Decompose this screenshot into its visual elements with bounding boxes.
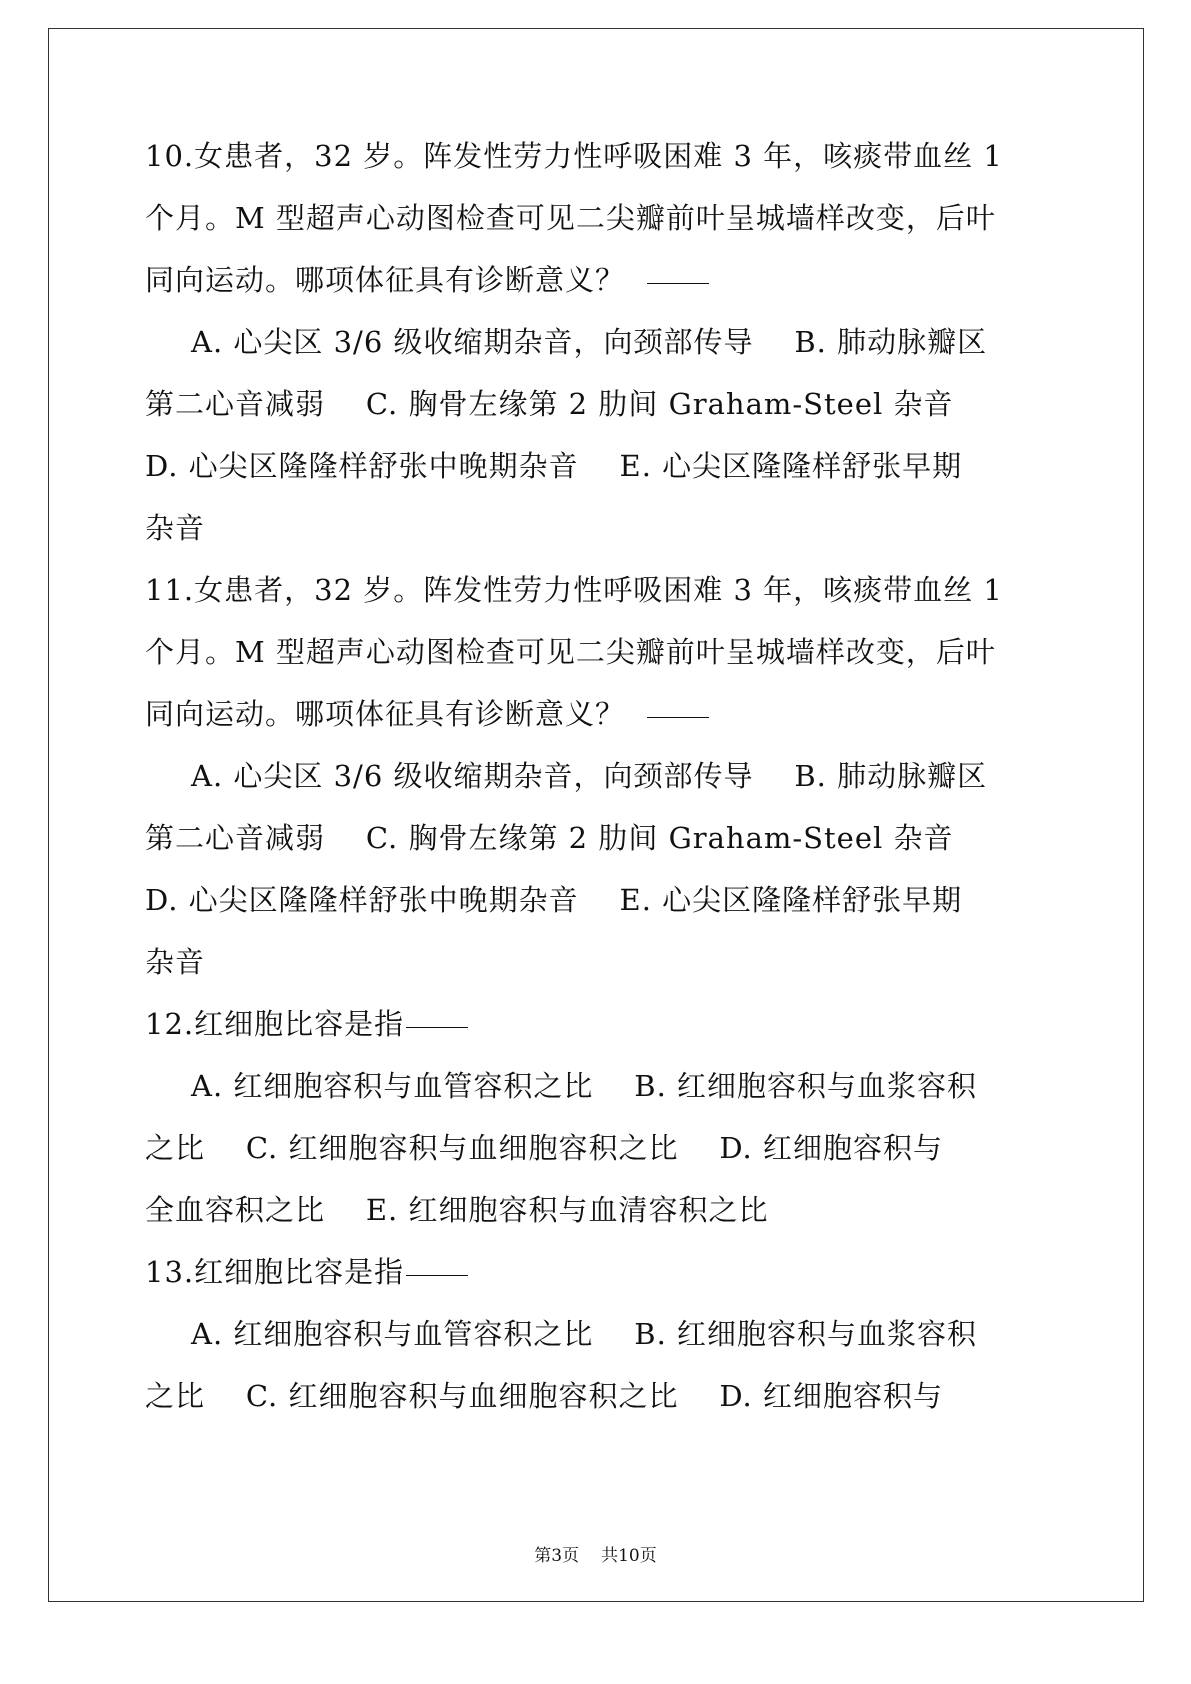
option-line: A. 红细胞容积与血管容积之比 B. 红细胞容积与血浆容积 — [191, 1317, 978, 1351]
answer-blank — [647, 715, 709, 718]
document-body — [145, 125, 1050, 1427]
question-text-line — [145, 993, 1050, 1055]
question-text-line: 个月。M 型超声心动图检查可见二尖瓣前叶呈城墙样改变，后叶 — [145, 635, 996, 669]
option-line: D. 心尖区隆隆样舒张中晚期杂音 E. 心尖区隆隆样舒张早期 — [145, 883, 963, 917]
question-text-line: 10.女患者，32 岁。阵发性劳力性呼吸困难 3 年，咳痰带血丝 1 — [145, 139, 1003, 173]
option-line: 全血容积之比 E. 红细胞容积与血清容积之比 — [145, 1193, 769, 1227]
option-line: 之比 C. 红细胞容积与血细胞容积之比 D. 红细胞容积与 — [145, 1379, 943, 1413]
question-12 — [145, 993, 1050, 1241]
option-line: 杂音 — [145, 945, 206, 979]
question-11 — [145, 559, 1050, 993]
question-text-line — [145, 249, 1050, 311]
option-line: 第二心音减弱 C. 胸骨左缘第 2 肋间 Graham-Steel 杂音 — [145, 387, 954, 421]
question-text-line: 11.女患者，32 岁。阵发性劳力性呼吸困难 3 年，咳痰带血丝 1 — [145, 573, 1003, 607]
option-line: A. 红细胞容积与血管容积之比 B. 红细胞容积与血浆容积 — [191, 1069, 978, 1103]
question-text-line — [145, 1241, 1050, 1303]
question-text: 同向运动。哪项体征具有诊断意义？ — [145, 697, 626, 731]
question-text-line — [145, 683, 1050, 745]
option-line: 杂音 — [145, 511, 206, 545]
option-line: A. 心尖区 3/6 级收缩期杂音，向颈部传导 B. 肺动脉瓣区 — [191, 759, 988, 793]
option-line: D. 心尖区隆隆样舒张中晚期杂音 E. 心尖区隆隆样舒张早期 — [145, 449, 963, 483]
question-text: 13.红细胞比容是指 — [145, 1255, 405, 1289]
option-line: 第二心音减弱 C. 胸骨左缘第 2 肋间 Graham-Steel 杂音 — [145, 821, 954, 855]
page-footer — [0, 1541, 1191, 1566]
question-text: 同向运动。哪项体征具有诊断意义？ — [145, 263, 626, 297]
question-13 — [145, 1241, 1050, 1427]
answer-blank — [647, 281, 709, 284]
page-total: 共10页 — [601, 1546, 657, 1566]
question-text: 12.红细胞比容是指 — [145, 1007, 405, 1041]
page-number: 第3页 — [534, 1546, 580, 1566]
option-line: A. 心尖区 3/6 级收缩期杂音，向颈部传导 B. 肺动脉瓣区 — [191, 325, 988, 359]
option-line: 之比 C. 红细胞容积与血细胞容积之比 D. 红细胞容积与 — [145, 1131, 943, 1165]
answer-blank — [406, 1025, 468, 1028]
answer-blank — [406, 1273, 468, 1276]
question-10 — [145, 125, 1050, 559]
question-text-line: 个月。M 型超声心动图检查可见二尖瓣前叶呈城墙样改变，后叶 — [145, 201, 996, 235]
